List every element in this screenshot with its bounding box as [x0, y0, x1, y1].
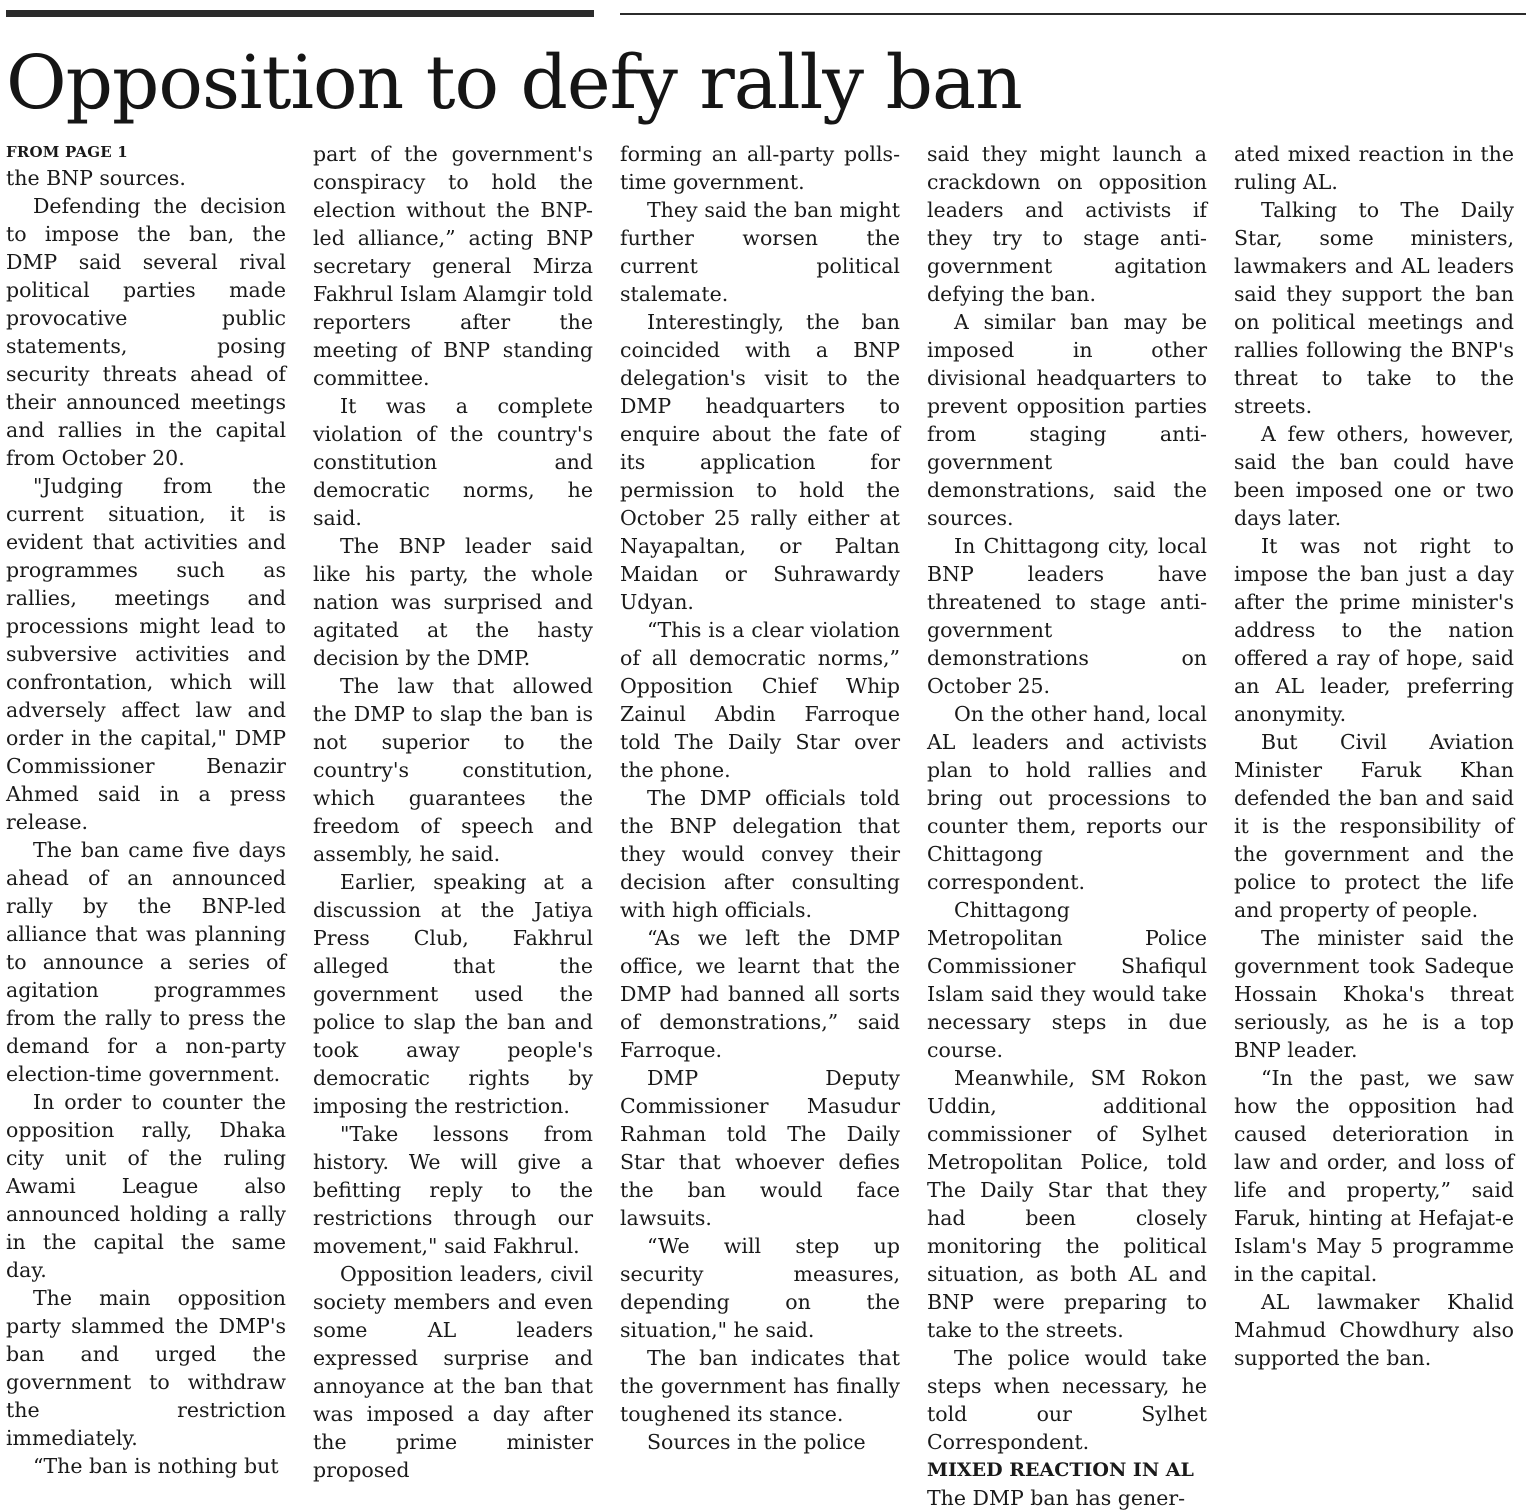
paragraph: Talking to The Daily Star, some ministers, lawmakers and AL leaders said they support the ban on political meetings and rallies following the BNP's threat to take to the streets.: [1234, 198, 1514, 418]
paragraph: “We will step up security measures, depending on the situation," he said.: [620, 1234, 900, 1342]
column-4: [927, 140, 1207, 1512]
paragraph: The BNP leader said like his party, the whole nation was surprised and agitated at the hasty decision by the DMP.: [313, 534, 593, 670]
top-rule-thick: [6, 10, 594, 17]
paragraph: Meanwhile, SM Rokon Uddin, additional commissioner of Sylhet Metropolitan Police, told The Daily Star that they had been closely monitoring the political situation, as both AL and BNP were preparing to take to the streets.: [927, 1066, 1207, 1342]
paragraph: Interestingly, the ban coincided with a BNP delegation's visit to the DMP headquarters to enquire about the fate of its application for permission to hold the October 25 rally either at Nayapaltan, or Paltan Maidan or Suhrawardy Udyan.: [620, 310, 900, 614]
headline: Opposition to defy rally ban: [6, 40, 1022, 126]
paragraph: But Civil Aviation Minister Faruk Khan defended the ban and said it is the responsibility of the government and the police to protect the life and property of people.: [1234, 730, 1514, 922]
paragraph: the BNP sources.: [6, 166, 186, 190]
column-2: [313, 140, 593, 1484]
paragraph: They said the ban might further worsen the current political stalemate.: [620, 198, 900, 306]
subhead: MIXED REACTION IN AL: [927, 1459, 1194, 1481]
article-body: [6, 140, 1518, 1510]
paragraph: The ban indicates that the government has finally toughened its stance.: [620, 1346, 900, 1426]
paragraph: The DMP ban has gener-: [927, 1486, 1186, 1510]
paragraph: “The ban is nothing but: [33, 1454, 279, 1478]
paragraph: On the other hand, local AL leaders and activists plan to hold rallies and bring out processions to counter them, reports our Chittagong correspondent.: [927, 702, 1207, 894]
paragraph: “As we left the DMP office, we learnt that the DMP had banned all sorts of demonstrations,” said Farroque.: [620, 926, 900, 1062]
paragraph: Chittagong Metropolitan Police Commissioner Shafiqul Islam said they would take necessary steps in due course.: [927, 898, 1207, 1062]
paragraph: The police would take steps when necessary, he told our Sylhet Correspondent.: [927, 1346, 1207, 1454]
column-5: [1234, 140, 1514, 1372]
paragraph: The minister said the government took Sadeque Hossain Khoka's threat seriously, as he is a top BNP leader.: [1234, 926, 1514, 1062]
paragraph: Earlier, speaking at a discussion at the Jatiya Press Club, Fakhrul alleged that the government used the police to slap the ban and took away people's democratic rights by imposing the restriction.: [313, 870, 593, 1118]
paragraph: In Chittagong city, local BNP leaders have threatened to stage anti-government demonstrations on October 25.: [927, 534, 1207, 698]
paragraph: It was not right to impose the ban just a day after the prime minister's address to the nation offered a ray of hope, said an AL leader, preferring anonymity.: [1234, 534, 1514, 726]
paragraph: The main opposition party slammed the DMP's ban and urged the government to withdraw the restriction immediately.: [6, 1286, 286, 1450]
paragraph: Sources in the police: [647, 1430, 866, 1454]
paragraph: “This is a clear violation of all democratic norms,” Opposition Chief Whip Zainul Abdin Farroque told The Daily Star over the phone.: [620, 618, 900, 782]
paragraph: The ban came five days ahead of an announced rally by the BNP-led alliance that was planning to announce a series of agitation programmes from the rally to press the demand for a non-party election-time government.: [6, 838, 286, 1086]
jump-line: FROM PAGE 1: [6, 143, 128, 161]
paragraph: AL lawmaker Khalid Mahmud Chowdhury also supported the ban.: [1234, 1290, 1514, 1370]
paragraph: part of the government's conspiracy to hold the election without the BNP-led alliance,” acting BNP secretary general Mirza Fakhrul Islam Alamgir told reporters after the meeting of BNP standing committee.: [313, 142, 593, 390]
paragraph: "Take lessons from history. We will give a befitting reply to the restrictions through our movement," said Fakhrul.: [313, 1122, 593, 1258]
top-rule-thin: [620, 13, 1526, 15]
paragraph: ated mixed reaction in the ruling AL.: [1234, 142, 1514, 194]
paragraph: Opposition leaders, civil society members and even some AL leaders expressed surprise and annoyance at the ban that was imposed a day after the prime minister proposed: [313, 1262, 593, 1482]
column-1: [6, 140, 286, 1480]
paragraph: A few others, however, said the ban could have been imposed one or two days later.: [1234, 422, 1514, 530]
paragraph: DMP Deputy Commissioner Masudur Rahman told The Daily Star that whoever defies the ban would face lawsuits.: [620, 1066, 900, 1230]
paragraph: forming an all-party polls-time government.: [620, 142, 900, 194]
paragraph: A similar ban may be imposed in other divisional headquarters to prevent opposition parties from staging anti-government demonstrations, said the sources.: [927, 310, 1207, 530]
paragraph: In order to counter the opposition rally, Dhaka city unit of the ruling Awami League also announced holding a rally in the capital the same day.: [6, 1090, 286, 1282]
paragraph: said they might launch a crackdown on opposition leaders and activists if they try to stage anti-government agitation defying the ban.: [927, 142, 1207, 306]
paragraph: The law that allowed the DMP to slap the ban is not superior to the country's constitution, which guarantees the freedom of speech and assembly, he said.: [313, 674, 593, 866]
paragraph: The DMP officials told the BNP delegation that they would convey their decision after consulting with high officials.: [620, 786, 900, 922]
paragraph: It was a complete violation of the country's constitution and democratic norms, he said.: [313, 394, 593, 530]
column-3: [620, 140, 900, 1456]
paragraph: Defending the decision to impose the ban, the DMP said several rival political parties made provocative public statements, posing security threats ahead of their announced meetings and rallies in the capital from October 20.: [6, 194, 286, 470]
paragraph: "Judging from the current situation, it is evident that activities and programmes such as rallies, meetings and processions might lead to subversive activities and confrontation, which will adversely affect law and order in the capital," DMP Commissioner Benazir Ahmed said in a press release.: [6, 474, 286, 834]
paragraph: “In the past, we saw how the opposition had caused deterioration in law and order, and loss of life and property,” said Faruk, hinting at Hefajat-e Islam's May 5 programme in the capital.: [1234, 1066, 1514, 1286]
